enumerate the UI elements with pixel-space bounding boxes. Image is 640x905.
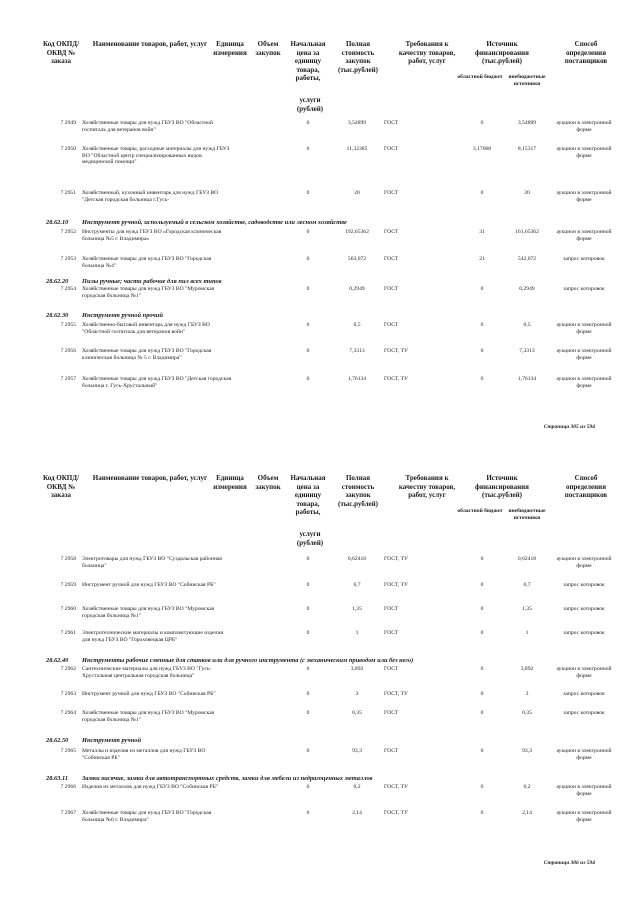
regional-budget: 0 <box>480 784 484 790</box>
regional-budget: 0 <box>480 348 484 354</box>
regional-budget: 0 <box>480 748 484 754</box>
quality-standard: ГОСТ <box>384 630 399 636</box>
regional-budget: 0 <box>480 606 484 612</box>
regional-budget: 0 <box>480 710 484 716</box>
extra-budget: 1,76134 <box>517 376 537 382</box>
procurement-method: запрос котировок <box>563 582 605 588</box>
col-source-header: Источник финансирования (тыс.рублей) <box>475 474 529 499</box>
regional-budget: 3,17068 <box>472 146 492 152</box>
order-number: 7 2950 <box>60 146 76 152</box>
item-name: Хозяйственные товары для нужд ГБУЗ ВО "Городская клиническая больница № 5 г. Владимира" <box>82 348 212 361</box>
group-code: 28.62.30 <box>46 312 69 319</box>
page-footer: Страница 305 из 594 <box>543 424 595 430</box>
total-cost: 6,7 <box>353 582 361 588</box>
unit-price: 0 <box>306 556 310 562</box>
unit-price: 0 <box>306 229 310 235</box>
col-price-header-units: услуги (рублей) <box>296 530 324 547</box>
group-code: 28.62.50 <box>46 737 69 744</box>
procurement-method: аукцион в электронной форме <box>556 810 612 823</box>
col-regional-budget-header: областной бюджет <box>457 508 503 514</box>
regional-budget: 0 <box>480 582 484 588</box>
regional-budget: 0 <box>480 630 484 636</box>
item-name: Инструменты для нужд ГБУЗ ВО «Городская клиническая больница №5 г. Владимира» <box>82 229 222 242</box>
col-source-header: Источник финансирования (тыс.рублей) <box>475 40 529 65</box>
total-cost: 11,32385 <box>346 146 368 152</box>
item-name: Металлы и изделия из металлов для нужд ГБУЗ ВО "Собинская РБ" <box>82 748 206 761</box>
total-cost: 2,14 <box>352 810 362 816</box>
total-cost: 3,892 <box>350 666 364 672</box>
extra-budget: 0,2949 <box>519 286 535 292</box>
procurement-method: запрос котировок <box>563 256 605 262</box>
procurement-method: аукцион в электронной форме <box>556 146 612 159</box>
group-title: Инструменты рабочие сменные для станков или для ручного инструмента (с механическим приводом или без него) <box>82 657 414 664</box>
item-name: Инструмент ручной для нужд ГБУЗ ВО "Собинская РБ" <box>82 582 216 588</box>
col-cost-header: Полная стоимость закупок (тыс.рублей) <box>337 40 379 74</box>
order-number: 7 2965 <box>60 748 76 754</box>
unit-price: 0 <box>306 606 310 612</box>
procurement-method: аукцион в электронной форме <box>556 748 612 761</box>
col-price-header-units: услуги (рублей) <box>296 96 324 113</box>
item-name: Инструмент ручной для нужд ГБУЗ ВО "Собинская РБ" <box>82 691 216 697</box>
regional-budget: 0 <box>480 120 484 126</box>
col-price-header: Начальная цена за единицу товара, работы, <box>290 474 326 516</box>
col-name-header: Наименование товаров, работ, услуг <box>92 40 208 48</box>
extra-budget: 0,5 <box>523 322 531 328</box>
procurement-method: запрос котировок <box>563 286 605 292</box>
procurement-method: запрос котировок <box>563 710 605 716</box>
item-name: Хозяйственные товары для нужд ГБУЗ ВО "Муромская городская больница №1" <box>82 710 215 723</box>
item-name: Хозяйственные товары для нужд ГБУЗ ВО "Областной госпиталь для ветеранов войн" <box>82 120 214 133</box>
regional-budget: 0 <box>480 666 484 672</box>
item-name: Изделия из металлов для нужд ГБУЗ ВО "Собинская РБ" <box>82 784 219 790</box>
quality-standard: ГОСТ <box>384 120 399 126</box>
procurement-method: запрос котировок <box>563 691 605 697</box>
col-volume-header: Объем закупок <box>255 40 281 57</box>
procurement-method: аукцион в электронной форме <box>556 556 612 569</box>
col-price-header: Начальная цена за единицу товара, работы, <box>290 40 326 82</box>
order-number: 7 2949 <box>60 120 76 126</box>
order-number: 7 2957 <box>60 376 76 382</box>
extra-budget: 1,35 <box>522 606 532 612</box>
item-name: Хозяйственные товары для нужд ГБУЗ ВО "Муромская городская больница №1" <box>82 606 215 619</box>
order-number: 7 2952 <box>60 229 76 235</box>
regional-budget: 0 <box>480 376 484 382</box>
group-code: 28.62.40 <box>46 657 69 664</box>
quality-standard: ГОСТ, ТУ <box>384 691 408 697</box>
order-number: 7 2967 <box>60 810 76 816</box>
extra-budget: 8,15317 <box>517 146 537 152</box>
item-name: Хозяйственный, кухонный инвентарь для нужд ГБУЗ ВО "Детская городская больница г.Гусь- <box>82 190 219 203</box>
regional-budget: 0 <box>480 322 484 328</box>
extra-budget: 20 <box>524 190 530 196</box>
item-name: Электротовары для нужд ГБУЗ ВО "Суздальская районная больница" <box>82 556 222 569</box>
col-regional-budget-header: областной бюджет <box>457 74 503 80</box>
unit-price: 0 <box>306 322 310 328</box>
order-number: 7 2962 <box>60 666 76 672</box>
procurement-method: аукцион в электронной форме <box>556 666 612 679</box>
total-cost: 0,5 <box>353 322 361 328</box>
extra-budget: 7,3313 <box>519 348 535 354</box>
order-number: 7 2951 <box>60 190 76 196</box>
item-name: Хозяйственные товары для нужд ГБУЗ ВО "Муромская городская больница №1" <box>82 286 215 299</box>
group-code: 28.63.11 <box>46 775 69 782</box>
col-extra-budget-header: внебюджетные источники <box>508 508 546 521</box>
regional-budget: 0 <box>480 286 484 292</box>
order-number: 7 2958 <box>60 556 76 562</box>
quality-standard: ГОСТ <box>384 190 399 196</box>
unit-price: 0 <box>306 190 310 196</box>
procurement-method: запрос котировок <box>563 606 605 612</box>
extra-budget: 542,072 <box>517 256 537 262</box>
total-cost: 0,62418 <box>347 556 367 562</box>
order-number: 7 2960 <box>60 606 76 612</box>
extra-budget: 1 <box>525 630 529 636</box>
col-name-header: Наименование товаров, работ, услуг <box>92 474 208 482</box>
unit-price: 0 <box>306 376 310 382</box>
extra-budget: 2,14 <box>522 810 532 816</box>
col-quality-header: Требования к качеству товаров, работ, услуг <box>398 40 456 65</box>
group-title: Пилы ручные; части рабочие для пил всех типов <box>82 278 222 285</box>
order-number: 7 2953 <box>60 256 76 262</box>
unit-price: 0 <box>306 810 310 816</box>
extra-budget: 161,65362 <box>515 229 539 235</box>
procurement-method: аукцион в электронной форме <box>556 784 612 797</box>
col-kod-header: Код ОКПД/ ОКВД № заказа <box>42 40 80 65</box>
group-title: Инструмент ручной, используемый в сельском хозяйстве, садоводстве или лесном хозяйстве <box>82 219 347 226</box>
page-305 <box>0 0 640 452</box>
quality-standard: ГОСТ <box>384 322 399 328</box>
unit-price: 0 <box>306 120 310 126</box>
unit-price: 0 <box>306 710 310 716</box>
quality-standard: ГОСТ, ТУ <box>384 556 408 562</box>
extra-budget: 6,7 <box>523 582 531 588</box>
item-name: Хозяйственные товары, расходные материалы для нужд ГБУЗ ВО "Областной центр специализированных видов медицинской помощи" <box>82 146 230 166</box>
order-number: 7 2959 <box>60 582 76 588</box>
col-unit-header: Единица измерения <box>213 474 247 491</box>
unit-price: 0 <box>306 286 310 292</box>
group-code: 28.62.20 <box>46 278 69 285</box>
col-extra-budget-header: внебюджетные источники <box>508 74 546 87</box>
extra-budget: 0,62418 <box>517 556 537 562</box>
col-volume-header: Объем закупок <box>255 474 281 491</box>
total-cost: 93,3 <box>352 748 362 754</box>
quality-standard: ГОСТ <box>384 666 399 672</box>
order-number: 7 2964 <box>60 710 76 716</box>
quality-standard: ГОСТ <box>384 748 399 754</box>
item-name: Хозяйственно-бытовой инвентарь для нужд ГБУЗ ВО "Областной госпиталь для ветеранов войн" <box>82 322 210 335</box>
regional-budget: 0 <box>480 810 484 816</box>
extra-budget: 0,2 <box>523 784 531 790</box>
col-method-header: Способ определения поставщиков <box>564 40 608 65</box>
quality-standard: ГОСТ <box>384 286 399 292</box>
procurement-method: аукцион в электронной форме <box>556 120 612 133</box>
unit-price: 0 <box>306 748 310 754</box>
procurement-method: аукцион в электронной форме <box>556 322 612 335</box>
regional-budget: 21 <box>479 256 485 262</box>
procurement-method: аукцион в электронной форме <box>556 229 612 242</box>
procurement-method: аукцион в электронной форме <box>556 190 612 203</box>
group-code: 28.62.10 <box>46 219 69 226</box>
unit-price: 0 <box>306 630 310 636</box>
unit-price: 0 <box>306 582 310 588</box>
item-name: Хозяйственные товары для нужд ГБУЗ ВО "Городская больница №6 г. Владимира" <box>82 810 212 823</box>
regional-budget: 0 <box>480 556 484 562</box>
order-number: 7 2955 <box>60 322 76 328</box>
unit-price: 0 <box>306 784 310 790</box>
quality-standard: ГОСТ <box>384 256 399 262</box>
item-name: Сантехнические материалы для нужд ГБУЗ ВО "Гусь-Хрустальная центральная городская больница" <box>82 666 212 679</box>
extra-budget: 3 <box>525 691 529 697</box>
extra-budget: 0,35 <box>522 710 532 716</box>
procurement-method: аукцион в электронной форме <box>556 348 612 361</box>
quality-standard: ГОСТ <box>384 710 399 716</box>
extra-budget: 3,54899 <box>517 120 537 126</box>
total-cost: 0,2 <box>353 784 361 790</box>
order-number: 7 2956 <box>60 348 76 354</box>
total-cost: 192,65362 <box>345 229 369 235</box>
total-cost: 1,76134 <box>347 376 367 382</box>
order-number: 7 2966 <box>60 784 76 790</box>
regional-budget: 0 <box>480 190 484 196</box>
item-name: Электротехнические материалы и комплектующие изделия для нужд ГБУЗ ВО "Гороховецкая ЦРБ" <box>82 630 224 643</box>
total-cost: 0,35 <box>352 710 362 716</box>
total-cost: 20 <box>354 190 360 196</box>
total-cost: 7,3313 <box>349 348 365 354</box>
procurement-method: аукцион в электронной форме <box>556 376 612 389</box>
quality-standard: ГОСТ, ТУ <box>384 376 408 382</box>
regional-budget: 0 <box>480 691 484 697</box>
quality-standard: ГОСТ <box>384 606 399 612</box>
total-cost: 3,54899 <box>347 120 367 126</box>
col-method-header: Способ определения поставщиков <box>564 474 608 499</box>
item-name: Хозяйственные товары для нужд ГБУЗ ВО "Городская больница №4" <box>82 256 212 269</box>
extra-budget: 93,3 <box>522 748 532 754</box>
group-title: Инструмент ручной <box>82 737 142 744</box>
unit-price: 0 <box>306 666 310 672</box>
order-number: 7 2963 <box>60 691 76 697</box>
group-title: Инструмент ручной прочий <box>82 312 163 319</box>
quality-standard: ГОСТ <box>384 146 399 152</box>
unit-price: 0 <box>306 256 310 262</box>
extra-budget: 3,892 <box>520 666 534 672</box>
total-cost: 1 <box>355 630 359 636</box>
quality-standard: ГОСТ, ТУ <box>384 582 408 588</box>
col-kod-header: Код ОКПД/ ОКВД № заказа <box>42 474 80 499</box>
quality-standard: ГОСТ <box>384 229 399 235</box>
unit-price: 0 <box>306 146 310 152</box>
group-title: Замки висячие, замки для автотранспортных средств, замки для мебели из недрагоценных металлов <box>82 775 373 782</box>
page-306 <box>0 452 640 905</box>
total-cost: 1,35 <box>352 606 362 612</box>
order-number: 7 2954 <box>60 286 76 292</box>
total-cost: 0,2949 <box>349 286 365 292</box>
col-cost-header: Полная стоимость закупок (тыс.рублей) <box>337 474 379 508</box>
unit-price: 0 <box>306 691 310 697</box>
regional-budget: 31 <box>479 229 485 235</box>
unit-price: 0 <box>306 348 310 354</box>
quality-standard: ГОСТ, ТУ <box>384 348 408 354</box>
item-name: Хозяйственные товары для нужд ГБУЗ ВО "Детская городская больница г. Гусь-Хрустальный" <box>82 376 232 389</box>
page-footer: Страница 306 из 594 <box>543 860 595 866</box>
col-unit-header: Единица измерения <box>213 40 247 57</box>
col-quality-header: Требования к качеству товаров, работ, услуг <box>398 474 456 499</box>
quality-standard: ГОСТ, ТУ <box>384 784 408 790</box>
total-cost: 563,072 <box>347 256 367 262</box>
quality-standard: ГОСТ, ТУ <box>384 810 408 816</box>
total-cost: 3 <box>355 691 359 697</box>
procurement-method: запрос котировок <box>563 630 605 636</box>
order-number: 7 2961 <box>60 630 76 636</box>
